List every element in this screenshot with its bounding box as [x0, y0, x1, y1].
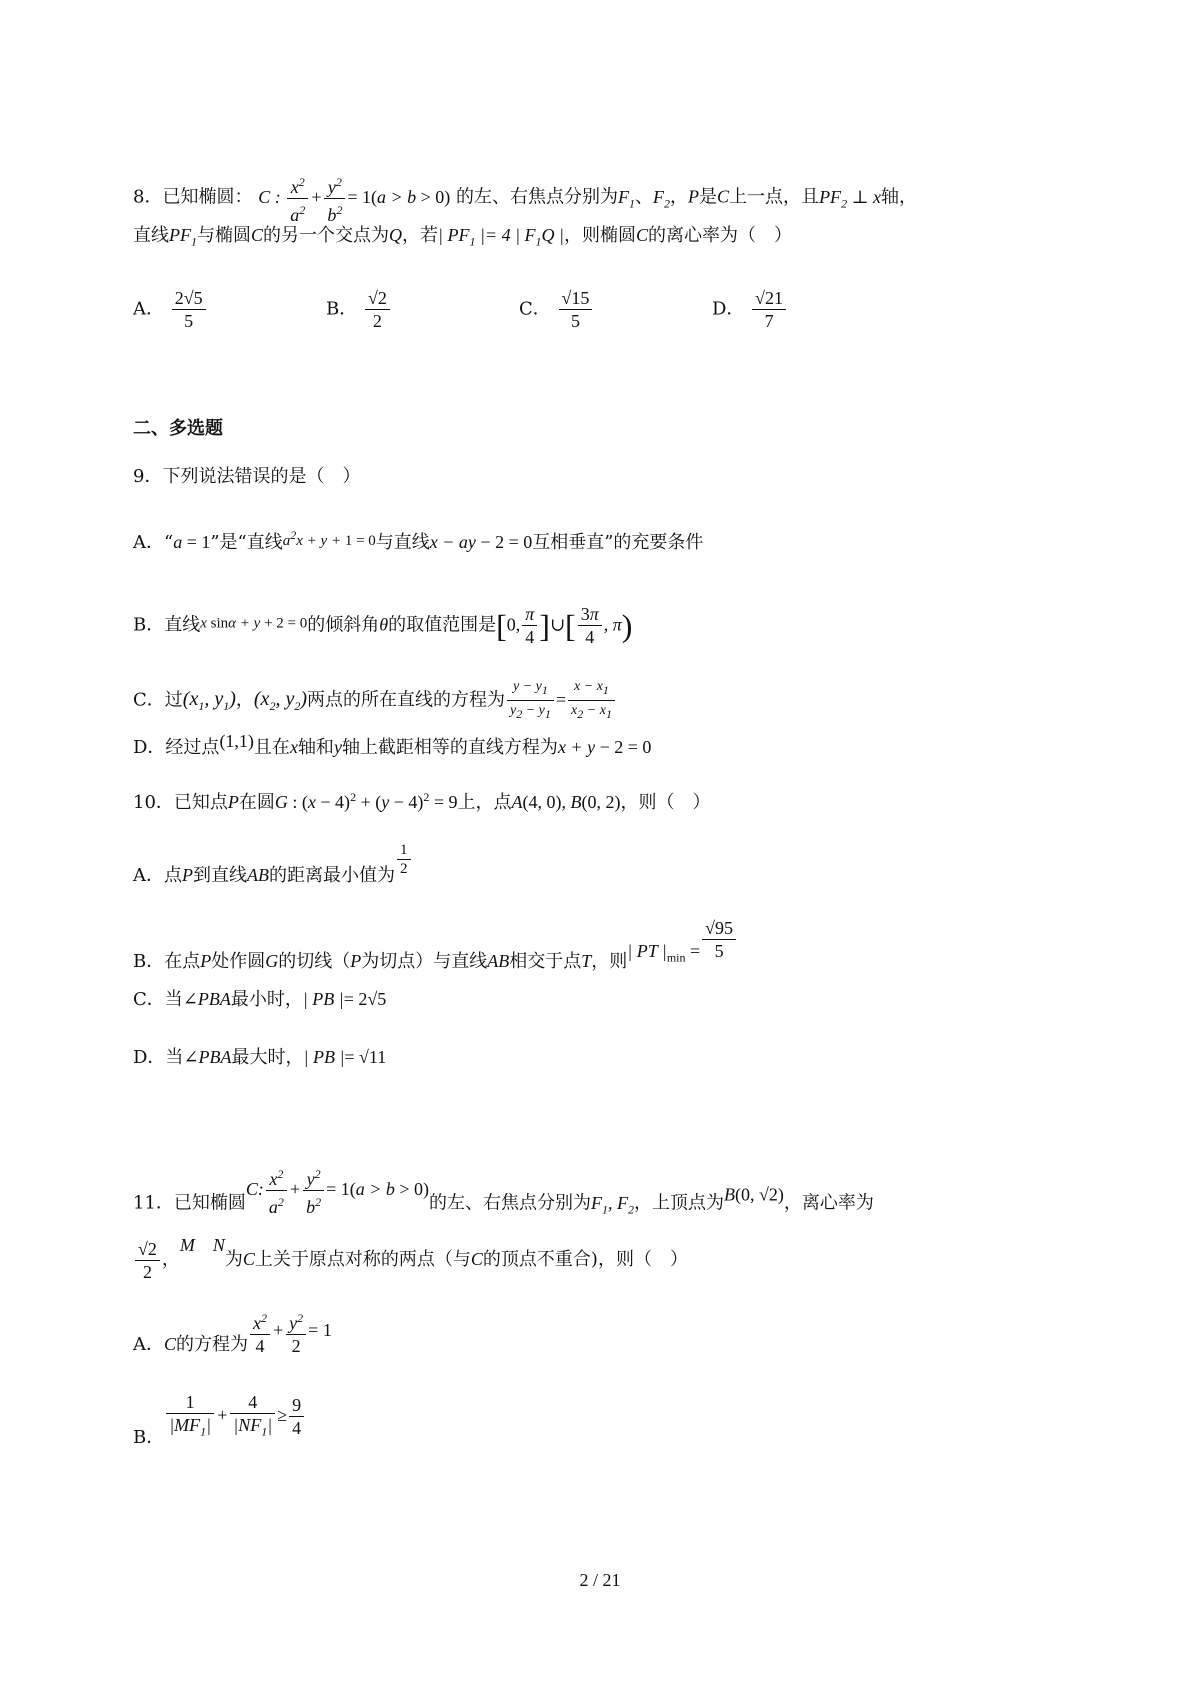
q8-ellipse-eq: C : $\frac{x^2}{a^2}$ + $\frac{y^2}{b^2}$ = 1(a > b > 0) — [258, 187, 450, 207]
q8-option-c — [519, 288, 594, 331]
q11-text: 11．已知椭圆 — [133, 1192, 246, 1214]
q11-line2: $\frac{√2}{2}$ ，M N为C上关于原点对称的两点（与C的顶点不重合)，则（ ） — [133, 1232, 688, 1282]
q9-text: A．“ — [133, 532, 174, 553]
q11-text: 的左、右焦点分别为 — [429, 1192, 592, 1214]
option-denominator: 5 — [570, 311, 580, 331]
q11-text: 的顶点不重合)，则（ ） — [482, 1249, 688, 1270]
q10-text: 处作圆 — [211, 951, 266, 972]
q10-option-b: B．在点P处作圆G的切线（P为切点）与直线AB相交于点T，则| PT $|_{min}$ = $\frac{√95}{5}$ — [133, 918, 738, 975]
q9-text: ， — [235, 689, 254, 711]
q10-text: B．在点 — [133, 951, 201, 972]
option-label: C． — [519, 298, 551, 320]
q10-text: 为切点）与直线 — [361, 951, 488, 972]
q9-text: 轴和 — [297, 737, 334, 758]
q9-text: B．直线 — [133, 614, 201, 636]
q10-option-a: A．点P到直线AB的距离最小值为 $\frac{1}{2}$ — [133, 842, 413, 889]
q10-text: D．当 — [133, 1047, 184, 1068]
option-label: A． — [133, 298, 164, 320]
q10-stem: 10．已知点P在圆G : $(x - 4)^2 + (y - 4)^2 = 9$上，点A(4, 0), B(0, 2)，则（ ） — [133, 790, 711, 813]
option-denominator: 7 — [764, 311, 774, 331]
q11-text: ， — [161, 1249, 180, 1270]
q11-text: 上关于原点对称的两点（与 — [254, 1249, 471, 1270]
q10-option-d: D．当∠PBA最大时，| PB |= √11 — [133, 1047, 387, 1068]
q11-text: 的方程为 — [176, 1334, 249, 1356]
q10-text: 10．已知点 — [133, 792, 228, 813]
q8-text: 是 — [699, 186, 718, 208]
q10-text: C．当 — [133, 989, 183, 1010]
q8-text: 直线 — [133, 225, 169, 246]
q8-text: 轴， — [880, 186, 917, 208]
q9-text: C．过 — [133, 689, 183, 711]
q8-text: 的离心率为（ ） — [647, 225, 792, 246]
q9-text: 的取值范围是 — [388, 614, 497, 636]
option-denominator: 2 — [372, 311, 382, 331]
q8-text: ，若 — [402, 225, 439, 246]
option-denominator: 5 — [184, 311, 194, 331]
q10-text: 在圆 — [238, 792, 275, 813]
q9-option-b: B．直线x sinα + y + 2 = 0的倾斜角θ的取值范围是[0, $\frac{\pi}{4}$ ]∪[ $\frac{3\pi}{4}$ , π) — [133, 604, 633, 647]
q11-option-a: A．C的方程为 $\frac{x^2}{4}$ + $\frac{y^2}{2}$ = 1 — [133, 1308, 332, 1358]
q10-text: 最大时， — [231, 1047, 304, 1068]
q11-line1: 11．已知椭圆C: $\frac{x^2}{a^2}$ + $\frac{y^2}{b^2}$ = 1(a > b > 0)的左、右焦点分别为$F_1$, $F_2$，上顶点为B(0, √2)，离心率为 — [133, 1164, 874, 1222]
q8-line1: 8．已知椭圆： C : $\frac{x^2}{a^2}$ + $\frac{y^2}{b^2}$ = 1(a > b > 0) 的左、右焦点分别为$F_1$、$F_2$，P是C上一点，且$PF_2$ ⊥ x轴， — [133, 172, 917, 225]
q10-text: 上，点 — [457, 792, 512, 813]
q11-text: A． — [133, 1334, 164, 1356]
q8-text: 、 — [635, 186, 654, 208]
q9-stem: 9．下列说法错误的是（ ） — [133, 466, 361, 487]
option-numerator: 2√5 — [172, 288, 206, 310]
q10-text: A．点 — [133, 865, 182, 886]
q8-option-b — [326, 288, 392, 331]
q11-text: ，上顶点为 — [634, 1192, 725, 1214]
q11-text: ，离心率为 — [783, 1192, 874, 1214]
q9-option-d: D．经过点(1,1)且在x轴和y轴上截距相等的直线方程为x + y − 2 = 0 — [133, 731, 652, 758]
q8-option-d — [712, 288, 788, 331]
q8-line2: 直线$PF_1$与椭圆C的另一个交点为Q，若| $PF_1$ |= 4 | $F_1Q$ |，则椭圆C的离心率为（ ） — [133, 225, 792, 249]
q8-text: 上一点，且 — [729, 186, 820, 208]
q10-text: 的距离最小值为 — [269, 865, 395, 886]
option-label: B． — [326, 298, 358, 320]
q11-text: B． — [133, 1426, 165, 1448]
option-label: D． — [712, 298, 745, 320]
q9-text: 的倾斜角 — [307, 614, 380, 636]
option-numerator: √2 — [365, 288, 390, 310]
q9-text: 且在 — [253, 737, 290, 758]
q9-text: 两点的所在直线的方程为 — [307, 689, 505, 711]
q11-text: 为 — [224, 1249, 243, 1270]
option-numerator: √21 — [752, 288, 786, 310]
q11-option-b: B． $\frac{1}{|MF_1|}$ + $\frac{4}{|NF_1|}$ ≥ $\frac{9}{4}$ — [133, 1392, 306, 1451]
q8-text: ，则椭圆 — [563, 225, 636, 246]
q10-text: 到直线 — [193, 865, 247, 886]
q8-number: 8． — [133, 186, 163, 208]
page-number: 2 / 21 — [579, 1570, 621, 1590]
q8-text: 的左、右焦点分别为 — [456, 186, 619, 208]
q8-option-a — [133, 288, 208, 331]
q9-option-c: C．过($x_1$, $y_1$)，($x_2$, $y_2$)两点的所在直线的方程为 $\frac{y - y_1}{y_2 - y_1}$ = $\frac{x - x_1}{x_2 - x_1}$ — [133, 678, 617, 723]
q8-text: 已知椭圆： — [162, 186, 253, 208]
option-numerator: √15 — [559, 288, 593, 310]
q8-text: 的另一个交点为 — [263, 225, 390, 246]
q10-option-c: C．当∠PBA最小时，| PB |= 2√5 — [133, 989, 387, 1010]
q10-text: 最小时， — [230, 989, 303, 1010]
q8-text: ， — [670, 186, 689, 208]
q9-option-a: A．“a = 1”是“直线$a^2x + y + 1 = 0$与直线x − ay − 2 = 0互相垂直”的充要条件 — [133, 528, 704, 553]
q9-text: 与直线 — [375, 532, 430, 553]
section-heading: 二、多选题 — [133, 418, 223, 439]
q9-text: 轴上截距相等的直线方程为 — [341, 737, 558, 758]
q9-text: D．经过点 — [133, 737, 220, 758]
q10-text: 相交于点 — [509, 951, 582, 972]
q9-text: ”是“直线 — [210, 532, 283, 553]
q10-text: ，则（ ） — [620, 792, 711, 813]
q10-text: 的切线（ — [278, 951, 351, 972]
q9-text: 互相垂直”的充要条件 — [532, 532, 704, 553]
q8-text: 与椭圆 — [197, 225, 251, 246]
q10-text: ，则 — [591, 951, 628, 972]
